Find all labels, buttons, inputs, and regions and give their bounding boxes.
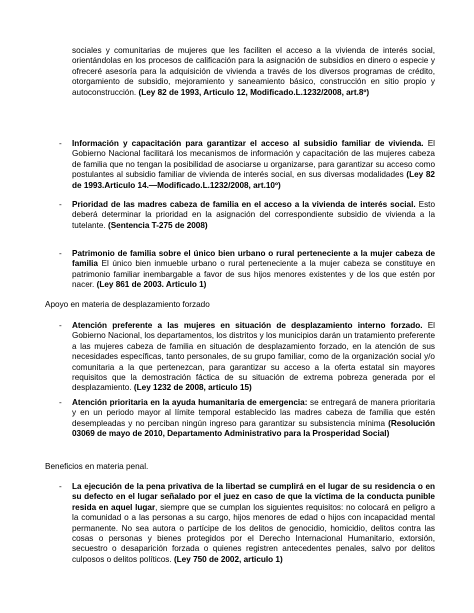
- item-title: Atención prioritaria en la ayuda humanitaria de emergencia:: [72, 398, 308, 407]
- item-title: Atención preferente a las mujeres en situación de desplazamiento interno forzado.: [72, 321, 423, 330]
- item-reference: (Sentencia T-275 de 2008): [107, 220, 208, 230]
- list-item-atencion-preferente: [72, 321, 435, 394]
- item-title: Información y capacitación para garantizar el acceso al subsidio familiar de vivienda.: [72, 139, 424, 148]
- item-title: Prioridad de las madres cabeza de familia en el acceso a la vivienda de interés social.: [72, 200, 416, 209]
- item-reference: (Resolución 03069 de mayo de 2010, Departamento Administrativo para la Prosperidad Social): [72, 418, 435, 439]
- intro-text: sociales y comunitarias de mujeres que les faciliten el acceso a la vivienda de interés social, orientándolas en los procesos de calificación para la asignación de subsidios en dinero o especie y ofreceré asesoría para la adquisición de vivienda a través de los diversos programas de crédito, otorgamiento de subsidio, mejoramiento y saneamiento básico, construcción en sitio propio y autoconstrucción.: [72, 46, 435, 97]
- list-dash: -: [59, 321, 62, 330]
- item-title: Patrimonio de familia sobre el único bien urbano o rural perteneciente a la mujer cabeza de familia: [72, 249, 435, 269]
- item-reference: (Ley 750 de 2002, articulo 1): [173, 554, 283, 564]
- intro-reference: (Ley 82 de 1993, Articulo 12, Modificado.L.1232/2008, art.8º): [138, 87, 370, 97]
- item-reference: (Ley 1232 de 2008, articulo 15): [133, 383, 252, 393]
- list-dash: -: [59, 200, 62, 209]
- list-item-patrimonio-familia: [72, 249, 435, 291]
- list-item-atencion-prioritaria: [72, 398, 435, 440]
- item-body: El único bien inmueble urbano o rural perteneciente a la mujer cabeza se constituye en patrimonio familiar inembargable a favor de sus hijos menores existentes y de los que estén por nacer.: [72, 259, 435, 290]
- list-item-prioridad-madres: [72, 200, 435, 231]
- list-dash: -: [59, 249, 62, 258]
- item-body: El Gobierno Nacional facilitará los mecanismos de información y capacitación de las mujeres cabeza de familia que no tengan la posibilidad de asociarse u organizarse, para garantizar su acceso como postulantes al subsidio familiar de vivienda de interés social, en sus diversas modalidades: [72, 139, 435, 180]
- list-dash: -: [59, 482, 62, 491]
- section-heading-penal: Beneficios en materia penal.: [45, 462, 149, 471]
- list-item-pena-privativa: [72, 482, 435, 565]
- list-dash: -: [59, 139, 62, 148]
- list-dash: -: [59, 398, 62, 407]
- list-item-info-capacitacion: [72, 139, 435, 191]
- item-body: se entregará de manera prioritaria y en un periodo mayor al límite temporal establecido las madres cabeza de familia que estén desempleadas y no perciban ningún ingreso para garantizar su subsistencia mínima: [72, 398, 436, 428]
- item-body: , siempre que se cumplan los siguientes requisitos: no colocará en peligro a la comunidad o a las personas a su cargo, hijos menores de edad o hijos con incapacidad mental permanente. No sea autora o partícipe de los delitos de genocidio, homicidio, delitos contra las cosas o personas y bienes protegidos por el Derecho Internacional Humanitario, extorsión, secuestro o desaparición forzada o quienes registren antecedentes penales, salvo por delitos culposos o delitos políticos.: [72, 502, 436, 564]
- section-heading-desplazamiento: Apoyo en materia de desplazamiento forzado: [45, 300, 210, 309]
- item-body: Esto deberá determinar la prioridad en la asignación del correspondiente subsidio de vivienda a la tutelante.: [72, 200, 435, 230]
- item-title: La ejecución de la pena privativa de la libertad se cumplirá en el lugar de su residencia o en su defecto en el lugar señalado por el juez en caso de que la víctima de la conducta punible resida en aquel lugar: [72, 482, 435, 512]
- item-reference: (Ley 82 de 1993.Articulo 14.—Modificado.L.1232/2008, art.10º): [72, 170, 435, 190]
- item-reference: (Ley 861 de 2003. Articulo 1): [96, 280, 207, 290]
- intro-paragraph: [72, 46, 435, 98]
- item-body: El Gobierno Nacional, los departamentos, los distritos y los municipios darán un tratamiento preferente a las mujeres cabeza de familia en situación de desplazamiento forzado, en la atención de sus necesidades específicas, tanto personales, de su grupo familiar, como de la organización social y/o comunitaria a la que pertenezcan, para garantizar su acceso a la oferta estatal sin mayores requisitos que la demostración fáctica de su situación de extrema pobreza generada por el desplazamiento.: [72, 321, 435, 393]
